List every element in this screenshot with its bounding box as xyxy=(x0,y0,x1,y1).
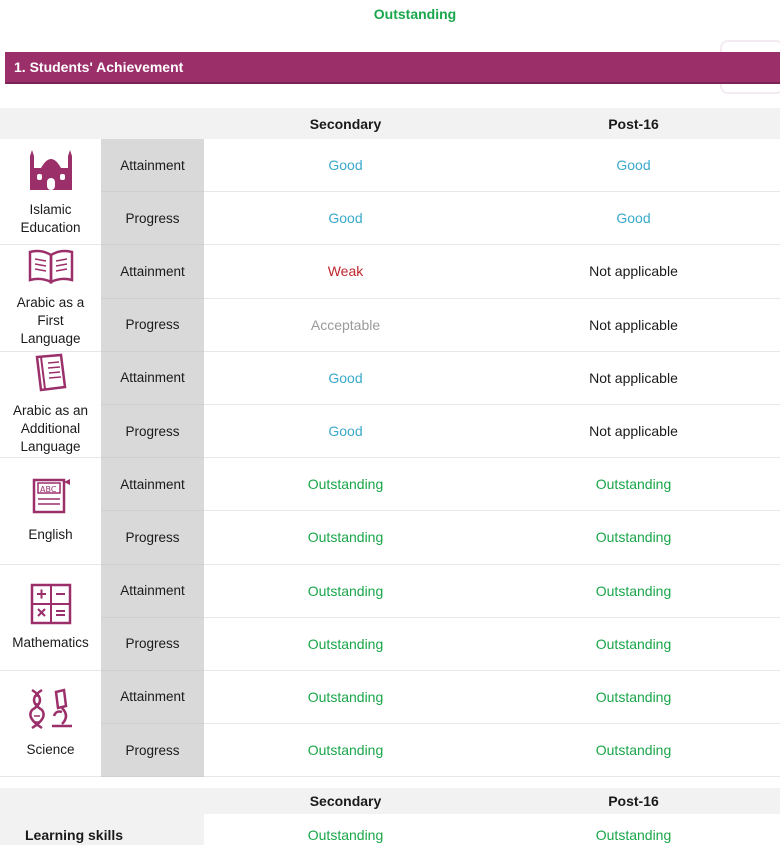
metric-label-attainment: Attainment xyxy=(101,352,204,405)
post16-rating: Outstanding xyxy=(487,671,780,724)
section-title: 1. Students' Achievement xyxy=(5,52,780,84)
subject-name-line: Science xyxy=(26,742,75,758)
science-icon xyxy=(28,688,74,741)
learning-skills-label: Learning skills xyxy=(0,814,204,845)
header-secondary: Secondary xyxy=(204,108,487,139)
post16-rating: Outstanding xyxy=(487,458,780,511)
subject-islamic-education xyxy=(0,139,101,245)
learning-header-secondary: Secondary xyxy=(309,793,382,809)
post16-rating: Outstanding xyxy=(487,565,780,618)
subject-name-line: English xyxy=(28,527,73,543)
subject-name xyxy=(12,634,89,652)
metric-label-attainment: Attainment xyxy=(101,565,204,618)
subject-name xyxy=(20,201,80,237)
secondary-rating: Outstanding xyxy=(204,511,487,564)
learning-header-post16: Post-16 xyxy=(608,793,659,809)
subject-name-line: Education xyxy=(20,220,81,236)
secondary-rating: Good xyxy=(204,405,487,458)
metric-label-attainment: Attainment xyxy=(101,671,204,724)
post16-rating: Outstanding xyxy=(487,511,780,564)
subject-name-line: Language xyxy=(20,330,81,346)
secondary-rating: Outstanding xyxy=(204,671,487,724)
secondary-rating: Outstanding xyxy=(204,458,487,511)
post16-rating: Not applicable xyxy=(487,245,780,298)
subject-english xyxy=(0,458,101,564)
metric-label-attainment: Attainment xyxy=(101,139,204,192)
metric-label-attainment: Attainment xyxy=(101,245,204,298)
subject-mathematics xyxy=(0,565,101,671)
secondary-rating: Weak xyxy=(204,245,487,298)
mosque-icon xyxy=(29,146,73,201)
secondary-rating: Outstanding xyxy=(204,724,487,777)
metric-label-progress: Progress xyxy=(101,511,204,564)
subject-name xyxy=(17,294,85,348)
subject-name-line: Additional xyxy=(20,420,81,436)
metric-label-progress: Progress xyxy=(101,192,204,245)
achievement-table xyxy=(0,108,780,777)
subject-science xyxy=(0,671,101,777)
post16-rating: Outstanding xyxy=(487,724,780,777)
secondary-rating: Acceptable xyxy=(204,299,487,352)
overall-rating: Outstanding xyxy=(373,6,457,22)
book-icon xyxy=(31,353,71,402)
learning-skills-post16: Outstanding xyxy=(595,827,672,843)
abc-book-icon xyxy=(30,477,72,526)
subject-name-line: Arabic as an xyxy=(12,402,89,418)
subject-name-line: Islamic xyxy=(29,202,72,218)
subject-name-line: First xyxy=(37,312,64,328)
post16-rating: Not applicable xyxy=(487,405,780,458)
subject-name xyxy=(28,526,72,544)
post16-rating: Good xyxy=(487,139,780,192)
header-blank-metric xyxy=(101,108,204,139)
open-book-icon xyxy=(27,249,75,294)
secondary-rating: Outstanding xyxy=(204,565,487,618)
secondary-rating: Good xyxy=(204,352,487,405)
svg-text:ABC: ABC xyxy=(39,485,56,495)
subject-arabic-as-a-first-language xyxy=(0,245,101,351)
metric-label-progress: Progress xyxy=(101,618,204,671)
subject-name-line: Mathematics xyxy=(12,634,89,650)
post16-rating: Not applicable xyxy=(487,299,780,352)
learning-skills-secondary: Outstanding xyxy=(307,827,384,843)
subject-name-line: Language xyxy=(20,438,81,454)
secondary-rating: Good xyxy=(204,139,487,192)
learning-header-blank xyxy=(0,788,204,814)
learning-skills-row xyxy=(0,814,780,845)
secondary-rating: Good xyxy=(204,192,487,245)
header-post16: Post-16 xyxy=(487,108,780,139)
header-blank-subject xyxy=(0,108,101,139)
subject-name xyxy=(26,741,74,759)
secondary-rating: Outstanding xyxy=(204,618,487,671)
subject-arabic-as-an-additional-language xyxy=(0,352,101,458)
metric-label-progress: Progress xyxy=(101,405,204,458)
learning-header xyxy=(0,788,780,814)
metric-label-progress: Progress xyxy=(101,299,204,352)
post16-rating: Not applicable xyxy=(487,352,780,405)
post16-rating: Outstanding xyxy=(487,618,780,671)
metric-label-progress: Progress xyxy=(101,724,204,777)
subject-name-line: Arabic as a xyxy=(16,294,85,310)
calculator-icon xyxy=(30,583,72,634)
metric-label-attainment: Attainment xyxy=(101,458,204,511)
subject-name xyxy=(13,402,88,456)
post16-rating: Good xyxy=(487,192,780,245)
